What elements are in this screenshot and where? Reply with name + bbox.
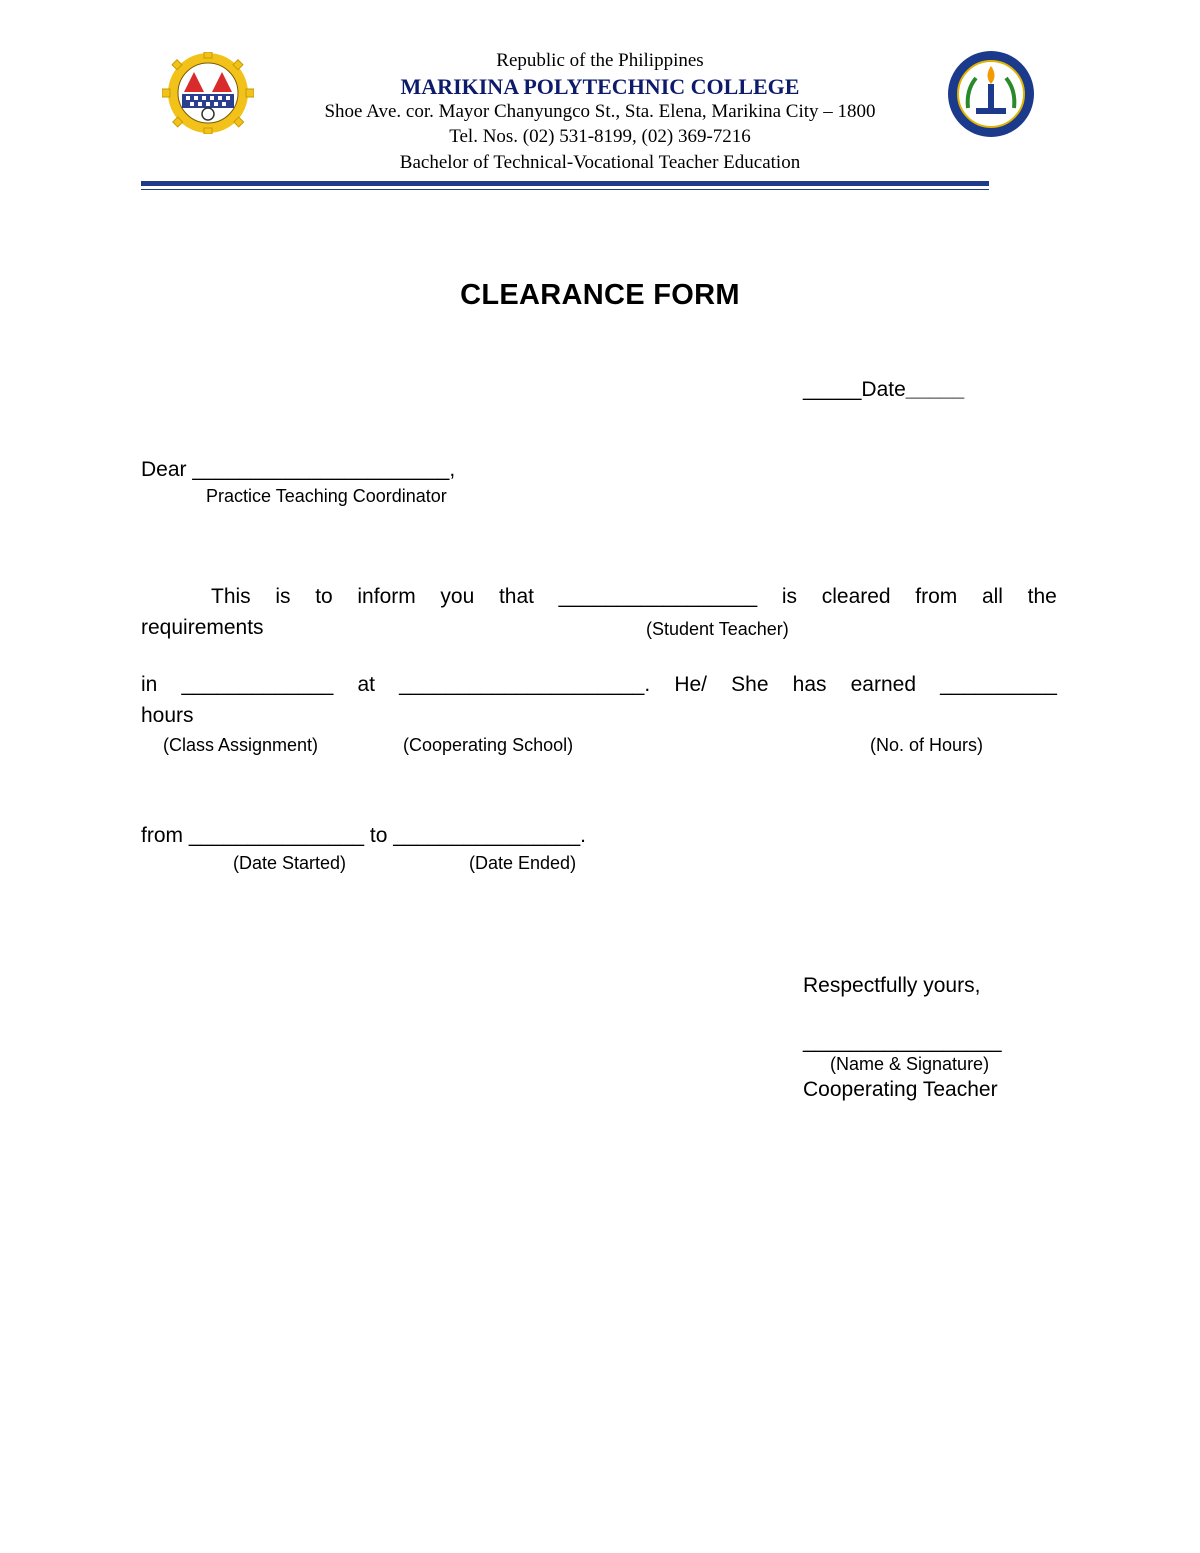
header-rule-thin [141, 189, 989, 190]
paragraph-2-line-2: hours [141, 704, 194, 727]
para1-word: you [440, 585, 475, 608]
date-ended-caption: (Date Ended) [469, 853, 577, 873]
coordinator-caption: Practice Teaching Coordinator [206, 486, 447, 506]
para2-word: has [792, 673, 827, 696]
para1-word: that [498, 585, 534, 608]
date-ended-blank: ________________. [393, 824, 586, 847]
para2-word: in [141, 673, 158, 696]
form-title: CLEARANCE FORM [460, 279, 740, 311]
date-started-blank: _______________ [188, 824, 365, 847]
signature-blank: _________________ [803, 1030, 1002, 1053]
date-started-caption: (Date Started) [233, 853, 347, 873]
para1-word: This [211, 585, 251, 608]
college-name: MARIKINA POLYTECHNIC COLLEGE [400, 74, 800, 99]
closing-line: Respectfully yours, [803, 974, 981, 997]
salutation-line [141, 458, 455, 482]
para1-word: is [275, 585, 291, 608]
para2-word: earned [850, 673, 917, 696]
student-teacher-blank: _________________ [558, 585, 758, 608]
cooperating-school-caption: (Cooperating School) [403, 735, 574, 755]
to-label: to [369, 824, 388, 847]
college-phone: Tel. Nos. (02) 531-8199, (02) 369-7216 [449, 126, 751, 147]
para2-word: He/ [674, 673, 708, 696]
signatory-role: Cooperating Teacher [803, 1078, 998, 1101]
hours-caption: (No. of Hours) [870, 735, 984, 755]
class-assignment-blank: _____________ [181, 673, 334, 696]
para1-word: from [915, 585, 958, 608]
class-assignment-caption: (Class Assignment) [163, 735, 319, 755]
date-lead-blank: _____ [803, 378, 862, 401]
student-teacher-caption: (Student Teacher) [646, 619, 789, 639]
para1-word: to [315, 585, 333, 608]
hours-earned-blank: __________ [940, 673, 1057, 696]
para1-word: is [781, 585, 798, 608]
para1-word: the [1027, 585, 1057, 608]
paragraph-1-line-2: requirements [141, 616, 264, 639]
para1-word: cleared [821, 585, 891, 608]
from-label: from [141, 824, 183, 847]
date-trail-blank: _____ [905, 378, 965, 401]
date-range-line [141, 824, 586, 848]
country-line: Republic of the Philippines [496, 50, 704, 71]
para1-word: all [981, 585, 1003, 608]
paragraph-1-line-1 [141, 585, 1057, 609]
date-label: Date [861, 378, 906, 401]
para2-word: at [357, 673, 375, 696]
date-line [803, 378, 964, 402]
cooperating-school-blank: _____________________. [399, 673, 651, 696]
para2-word: She [731, 673, 769, 696]
college-address: Shoe Ave. cor. Mayor Chanyungco St., Sta. Elena, Marikina City – 1800 [324, 101, 876, 122]
program-name: Bachelor of Technical-Vocational Teacher Education [399, 152, 801, 173]
para1-word: inform [357, 585, 416, 608]
header-rule-thick [141, 181, 989, 186]
salutation-word: Dear [141, 458, 187, 481]
signature-caption: (Name & Signature) [830, 1054, 990, 1074]
coordinator-name-blank: ______________________, [192, 458, 456, 481]
paragraph-2-line-1 [141, 673, 1057, 697]
program-seal-logo [946, 50, 1036, 138]
